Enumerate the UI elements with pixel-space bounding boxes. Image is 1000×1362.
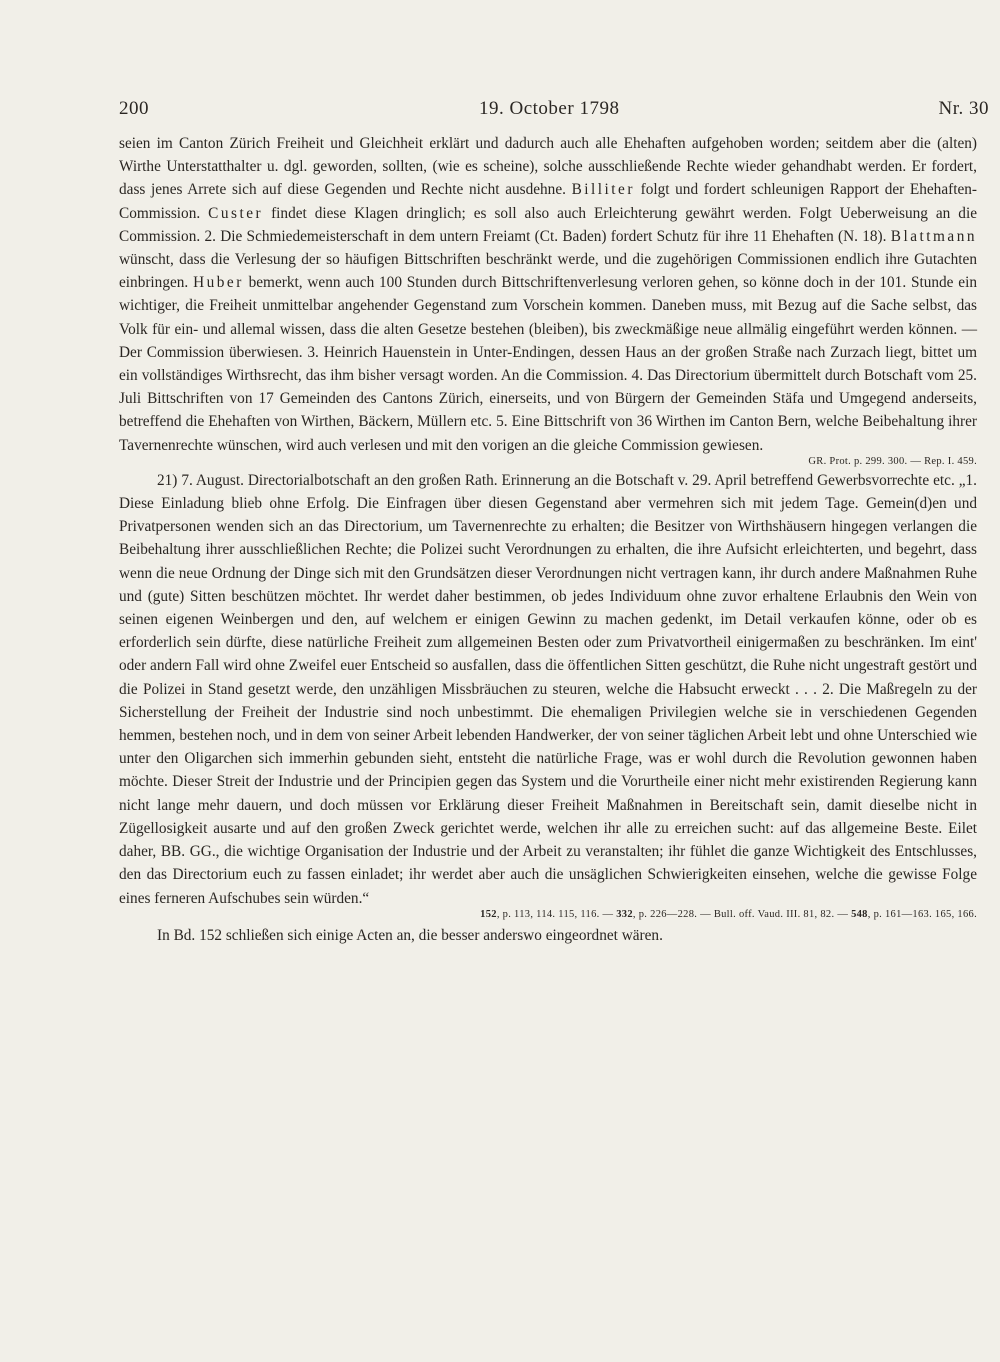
closing-note: In Bd. 152 schließen sich einige Acten an, die besser anderswo eingeordnet wären. — [157, 926, 663, 944]
text-segment: findet diese Klagen dringlich; es soll also auch Erleichterung gewährt werden. Folgt Ueberweisung an die Commission. 2. Die Schmiedemeisterschaft in dem untern Freiamt (Ct. Baden) fordert Schutz für ihre 11 Ehehaften (N. 18). — [119, 204, 977, 245]
volume-number: 332 — [616, 908, 633, 920]
reference-text: , p. 113, 114. 115, 116. — — [496, 908, 617, 920]
speaker-name: Billiter — [571, 181, 635, 199]
text-segment: bemerkt, wenn auch 100 Stunden durch Bittschriftenverlesung verloren gehen, so könne doch in der 101. Stunde ein wichtiger, die Freiheit unmittelbar angehender Gegenstand zum Vorschein kommen. Daneben muss, mit Bezug auf die Sache selbst, das Volk für ein- und allemal wissen, dass die alten Gesetze bestehen (bleiben), bis zweckmäßige neue allmälig eingeführt werden können. — Der Commission überwiesen. 3. Heinrich Hauenstein in Unter-Endingen, dessen Haus an der großen Straße nach Zurzach liegt, bittet um ein vollständiges Wirthsrecht, das ihm bisher versagt worden. An die Commission. 4. Das Directorium übermittelt durch Botschaft vom 25. Juli Bittschriften von 17 Gemeinden des Cantons Zürich, einerseits, und von Bürgern der Gemeinden Stäfa und Umgegend anderseits, betreffend die Ehehaften von Wirthen, Bäckern, Müllern etc. 5. Eine Bittschrift von 36 Wirthen im Canton Bern, welche Beibehaltung ihrer Tavernenrechte wünschen, wird auch verlesen und mit den vorigen an die gleiche Commission gewiesen. — [119, 274, 977, 454]
text-segment: 21) 7. August. Directorialbotschaft an den großen Rath. Erinnerung an die Botschaft v. 29. April betreffend Gewerbsvorrechte etc. „1. Diese Einladung blieb ohne Erfolg. Die Einfragen über diesen Gegenstand aber vermehren sich mit jedem Tage. Gemein(d)en und Privatpersonen wenden sich an das Directorium, um Tavernenrechte zu erhalten; die Besitzer von Wirthshäusern hingegen verlangen die Beibehaltung ihrer ausschließlichen Rechte; die Polizei sucht Verordnungen zu erhalten, die ihre Aufsicht erleichterten, und begehrt, dass wenn die neue Ordnung der Dinge sich mit den Grundsätzen dieser Verordnungen nicht vertragen kann, ihr durch andere Maßnahmen Ruhe und (gute) Sitten beschützen möchtet. Ihr werdet daher bestimmen, ob jedes Individuum ohne zuvor erhaltene Erlaubnis den Wein von seinen eigenen Weinbergen und den, auf welchem er einigen Gewinn zu machen gedenkt, im Detail verkaufen könne, oder ob es erforderlich sein dürfte, diese natürliche Freiheit zum allgemeinen Besten oder zum Privatvortheil einigermaßen zu beschränken. Im eint' oder andern Fall wird ohne Zweifel euer Entscheid so ausfallen, dass die öffentlichen Sitten geschützt, die Ruhe nicht ungestraft gestört und die Polizei in Stand gesetzt werde, den unzähligen Missbräuchen zu steuren, welche die Habsucht erweckt . . . 2. Die Maßregeln zu der Sicherstellung der Freiheit der Industrie sind noch unbestimmt. Die ehemaligen Privilegien welche sie in verschiedenen Gegenden hemmen, bestehen noch, und in dem von seiner Arbeit lebenden Handwerker, der von seiner täglichen Arbeit lebt und ohne Unterschied wie unter den Oligarchen sich immerhin gebunden sieht, entsteht die natürliche Frage, was er wohl durch die Revolution gewonnen haben möchte. Dieser Streit der Industrie und der Principien gegen das System und die Vorurtheile einer nicht mehr existirenden Regierung kann nicht lange mehr dauern, und doch müssen vor Erklärung dieser Freiheit Maßnahmen in Bereitschaft sein, damit dieselbe nicht in Zügellosigkeit ausarte und auf den großen Zweck gerichtet werde, welchen ihr alle zu erreichen sucht: auf das allgemeine Beste. Eilet daher, BB. GG., die wichtige Organisation der Industrie und der Arbeit zu veranstalten; ihr fühlet die ganze Wichtigkeit des Entschlusses, den das Directorium euch zu fassen einladet; ihr werdet aber auch die unsäglichen Schwierigkeiten einsehen, welche die gewisse Folge eines ferneren Aufschubes sein würden.“ — [119, 471, 977, 907]
volume-number: 548 — [851, 908, 868, 920]
text-segment: seien im Canton Zürich Freiheit und Gleichheit erklärt und dadurch auch alle Ehehaften aufgehoben worden; seitdem aber die (alten) Wirthe Unterstatthalter u. dgl. geworden, sollten, (wie es scheine), solche ausschließende Rechte wieder gehandhabt werden. Er fordert, dass jenes Arrete sich auf diese Gegenden und Rechte nicht ausdehne. — [119, 135, 977, 199]
header-date: 19. October 1798 — [479, 98, 620, 119]
text-segment: wünscht, dass die Verlesung der so häufigen Bittschriften beschränkt werde, und die zugehörigen Commissionen endlich ihre Gutachten einbringen. — [119, 251, 977, 292]
speaker-name: Blattmann — [890, 227, 977, 245]
page-header — [119, 94, 989, 124]
reference-text: , p. 226—228. — Bull. off. Vaud. III. 81, 82. — — [632, 908, 852, 920]
volume-number: 152 — [480, 908, 497, 920]
page-number: 200 — [119, 98, 149, 119]
reference-1: GR. Prot. p. 299. 300. — Rep. I. 459. — [808, 455, 977, 467]
speaker-name: Custer — [208, 204, 264, 222]
paragraph-2 — [119, 469, 977, 910]
speaker-name: Huber — [193, 274, 244, 292]
document-number: Nr. 30 — [938, 98, 989, 119]
page-body — [119, 132, 977, 947]
text-segment: folgt und fordert schleunigen Rapport der Ehehaften-Commission. — [119, 181, 977, 222]
reference-text: , p. 161—163. 165, 166. — [867, 908, 977, 920]
reference-2 — [119, 908, 977, 922]
paragraph-1 — [119, 132, 977, 457]
